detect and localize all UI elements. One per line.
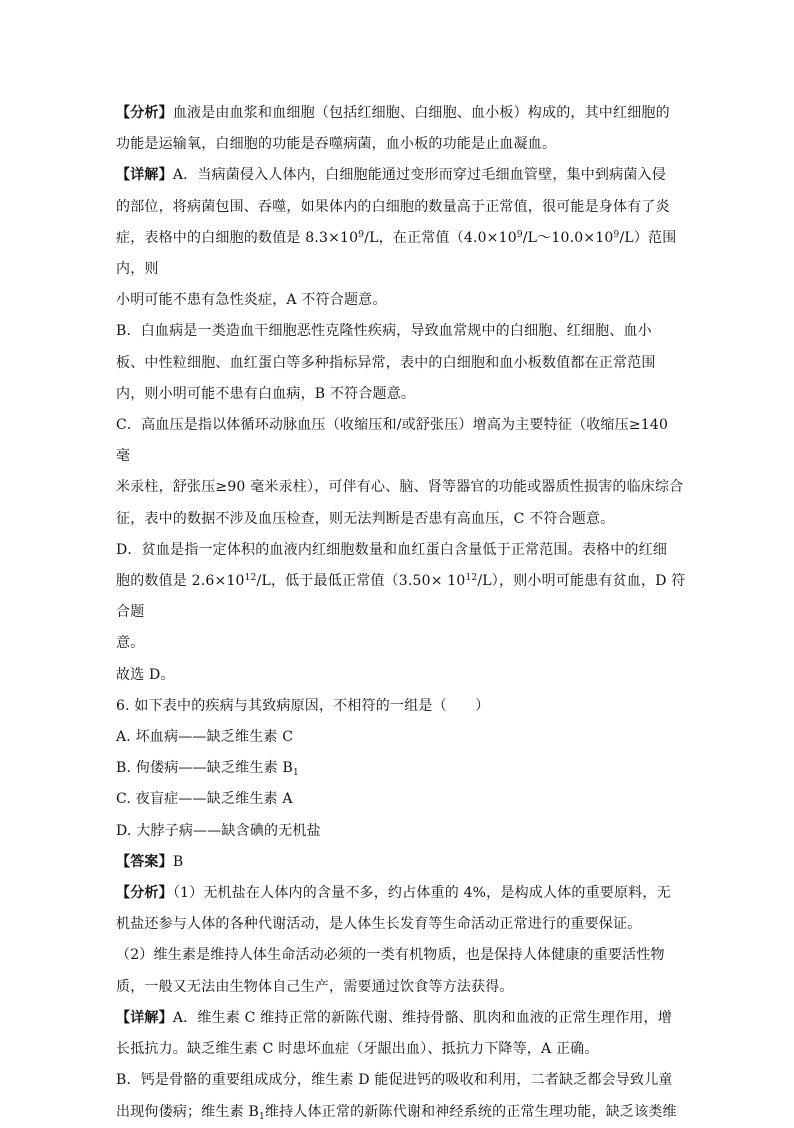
- section-tag: 【分析】: [116, 885, 173, 902]
- text-line: 【详解】A．维生素 C 维持正常的新陈代谢、维持骨骼、肌肉和血液的正常生理作用，增: [116, 1009, 672, 1026]
- text-line: B．钙是骨骼的重要组成成分，维生素 D 能促进钙的吸收和利用，二者缺乏都会导致儿童: [116, 1072, 673, 1089]
- text-line: 故选 D。: [116, 666, 175, 683]
- text-line: 板、中性粒细胞、血红蛋白等多种指标异常，表中的白细胞和血小板数值都在正常范围: [116, 354, 656, 371]
- text-line: 小明可能不患有急性炎症，A 不符合题意。: [116, 292, 387, 309]
- option-d: D. 大脖子病——缺含碘的无机盐: [116, 822, 321, 839]
- text-line: 机盐还参与人体的各种代谢活动，是人体生长发育等生命活动正常进行的重要保证。: [116, 916, 642, 933]
- text-line: 功能是运输氧，白细胞的功能是吞噬病菌，血小板的功能是止血凝血。: [116, 136, 557, 153]
- text-line: 质，一般又无法由生物体自己生产，需要通过饮食等方法获得。: [116, 978, 514, 995]
- text-line: B．白血病是一类造血干细胞恶性克隆性疾病，导致血常规中的白细胞、红细胞、血小: [116, 323, 652, 340]
- option-a: A. 坏血病——缺乏维生素 C: [116, 729, 294, 746]
- section-tag: 【详解】: [116, 167, 173, 184]
- text-line: 【分析】（1）无机盐在人体内的含量不多，约占体重的 4%，是构成人体的重要原料，无: [116, 885, 671, 902]
- text-line: 意。: [116, 635, 145, 652]
- section-tag: 【详解】: [116, 1009, 173, 1026]
- text-line: 【详解】A．当病菌侵入人体内，白细胞能通过变形而穿过毛细血管壁，集中到病菌入侵: [116, 167, 666, 184]
- text-line: 【分析】血液是由血浆和血细胞（包括红细胞、白细胞、血小板）构成的，其中红细胞的: [116, 105, 670, 121]
- answer-explanation-text: [116, 98, 686, 1128]
- option-b: B. 佝偻病——缺乏维生素 $B_1$: [116, 760, 299, 779]
- question-stem: 6. 如下表中的疾病与其致病原因，不相符的一组是（ ）: [116, 697, 490, 714]
- section-tag: 【分析】: [116, 105, 173, 121]
- text-line: D．贫血是指一定体积的血液内红细胞数量和血红蛋白含量低于正常范围。表格中的红细: [116, 541, 668, 558]
- text-line: 长抵抗力。缺乏维生素 C 时患坏血症（牙龈出血）、抵抗力下降等，A 正确。: [116, 1041, 599, 1058]
- text-line: 胞的数值是 $2.6\times 10^{12}/L$，低于最低正常值$(3.50\times 10^{12}/L)$，则小明可能患有贫血，D 符合题: [116, 573, 686, 621]
- text-line: 出现佝偻病；维生素 $B_1$维持人体正常的新陈代谢和神经系统的正常生理功能，缺乏该类维: [116, 1103, 677, 1122]
- text-line: C．高血压是指以体循环动脉血压（收缩压和/或舒张压）增高为主要特征（收缩压≥140 毫: [116, 417, 669, 465]
- text-line: 症，表格中的白细胞的数值是 $8.3\times 10^9/L$，在正常值$(4.0\times 10^9/L\sim 10.0\times 10^9/L)$范围内，则: [116, 229, 677, 278]
- section-tag: 【答案】: [116, 853, 173, 870]
- text-line: （2）维生素是维持人体生命活动必须的一类有机物质，也是保持人体健康的重要活性物: [116, 947, 665, 964]
- text-line: 的部位，将病菌包围、吞噬，如果体内的白细胞的数量高于正常值，很可能是身体有了炎: [116, 198, 670, 215]
- answer-line: 【答案】B: [116, 853, 184, 870]
- text-line: 米汞柱，舒张压≥90 毫米汞柱），可伴有心、脑、肾等器官的功能或器质性损害的临床综合: [116, 479, 684, 496]
- text-line: 征，表中的数据不涉及血压检查，则无法判断是否患有高血压，C 不符合题意。: [116, 510, 615, 527]
- option-c: C. 夜盲症——缺乏维生素 A: [116, 791, 293, 808]
- text-line: 内，则小明可能不患有白血病，B 不符合题意。: [116, 385, 416, 402]
